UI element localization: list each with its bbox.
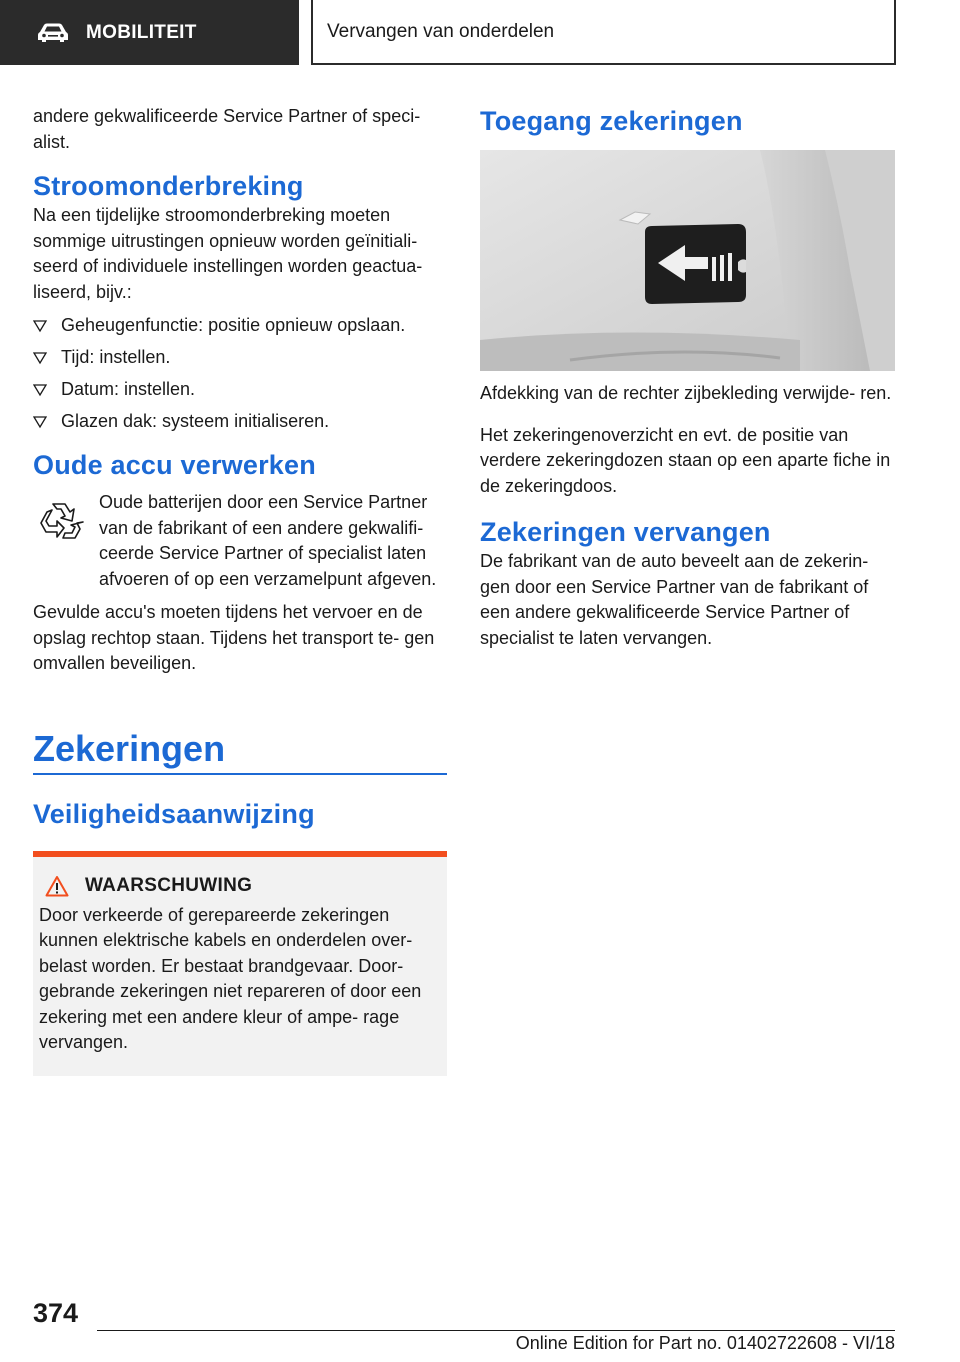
- list-item: Datum: instellen.: [33, 377, 447, 402]
- triangle-bullet-icon: [33, 383, 47, 397]
- safety-heading: Veiligheidsaanwijzing: [33, 798, 315, 829]
- fuses-chapter-heading: Zekeringen: [33, 727, 226, 769]
- recycle-icon: [33, 496, 85, 548]
- warning-label: WAARSCHUWING: [85, 874, 253, 896]
- battery-disposal-heading: Oude accu verwerken: [33, 450, 316, 480]
- reset-list: [33, 313, 447, 434]
- list-item: Tijd: instellen.: [33, 345, 447, 370]
- warning-box: [33, 851, 447, 1076]
- page-number: 374: [33, 1298, 79, 1328]
- section-tab: [0, 0, 299, 65]
- warning-text: Door verkeerde of gerepareerde zekeringen kunnen elektrische kabels en onderdelen over- belast worden. Er bestaat brandgevaar. Door- gebrande zekeringen niet repareren of door een zekering met een andere kleur of ampe- rage vervangen.: [39, 904, 422, 1052]
- chapter-divider: [33, 773, 447, 775]
- access-caption: Afdekking van de rechter zijbekleding verwijde- ren.: [480, 383, 892, 403]
- warning-header: [39, 875, 439, 897]
- list-item: Glazen dak: systeem initialiseren.: [33, 409, 447, 434]
- battery-disposal-block: [33, 490, 447, 592]
- left-column: [33, 104, 447, 1076]
- intro-text: andere gekwalificeerde Service Partner of speci- alist.: [33, 106, 421, 152]
- access-text: Het zekeringenoverzicht en evt. de positie van verdere zekeringdozen staan op een aparte fiche in de zekeringdoos.: [480, 424, 891, 496]
- car-icon: [36, 22, 70, 44]
- fuse-access-heading: Toegang zekeringen: [480, 106, 743, 136]
- battery-transport-text: Gevulde accu's moeten tijdens het vervoer en de opslag rechtop staan. Tijdens het transport te- gen omvallen beveiligen.: [33, 602, 435, 673]
- power-interruption-heading: Stroomonderbreking: [33, 171, 304, 201]
- triangle-bullet-icon: [33, 351, 47, 365]
- warning-triangle-icon: [45, 875, 69, 897]
- replace-fuses-heading: Zekeringen vervangen: [480, 517, 771, 547]
- triangle-bullet-icon: [33, 319, 47, 333]
- section-label: MOBILITEIT: [86, 21, 197, 43]
- replace-fuses-text: De fabrikant van de auto beveelt aan de zekerin- gen door een Service Partner van de fabrikant of een andere gekwalificeerde Service Partner of specialist te laten vervangen.: [480, 551, 869, 648]
- triangle-bullet-icon: [33, 415, 47, 429]
- list-item: Geheugenfunctie: positie opnieuw opslaan.: [33, 313, 447, 338]
- chapter-title: Vervangen van onderdelen: [327, 20, 555, 42]
- power-interruption-text: Na een tijdelijke stroomonderbreking moeten sommige uitrustingen opnieuw worden geïnitiali- seerd of individuele instellingen worden geactua- liseerd, bijv.:: [33, 205, 423, 302]
- edition-text: Online Edition for Part no. 01402722608 - VI/18: [515, 1333, 895, 1353]
- footer-divider: [97, 1330, 895, 1331]
- chapter-tab: [311, 0, 896, 65]
- battery-disposal-text: Oude batterijen door een Service Partner van de fabrikant of een andere gekwalifi- ceerde Service Partner of specialist laten afvoeren of op een verzamelpunt afgeven.: [99, 492, 437, 589]
- fuse-cover-photo: [480, 150, 895, 371]
- right-column: [480, 104, 895, 660]
